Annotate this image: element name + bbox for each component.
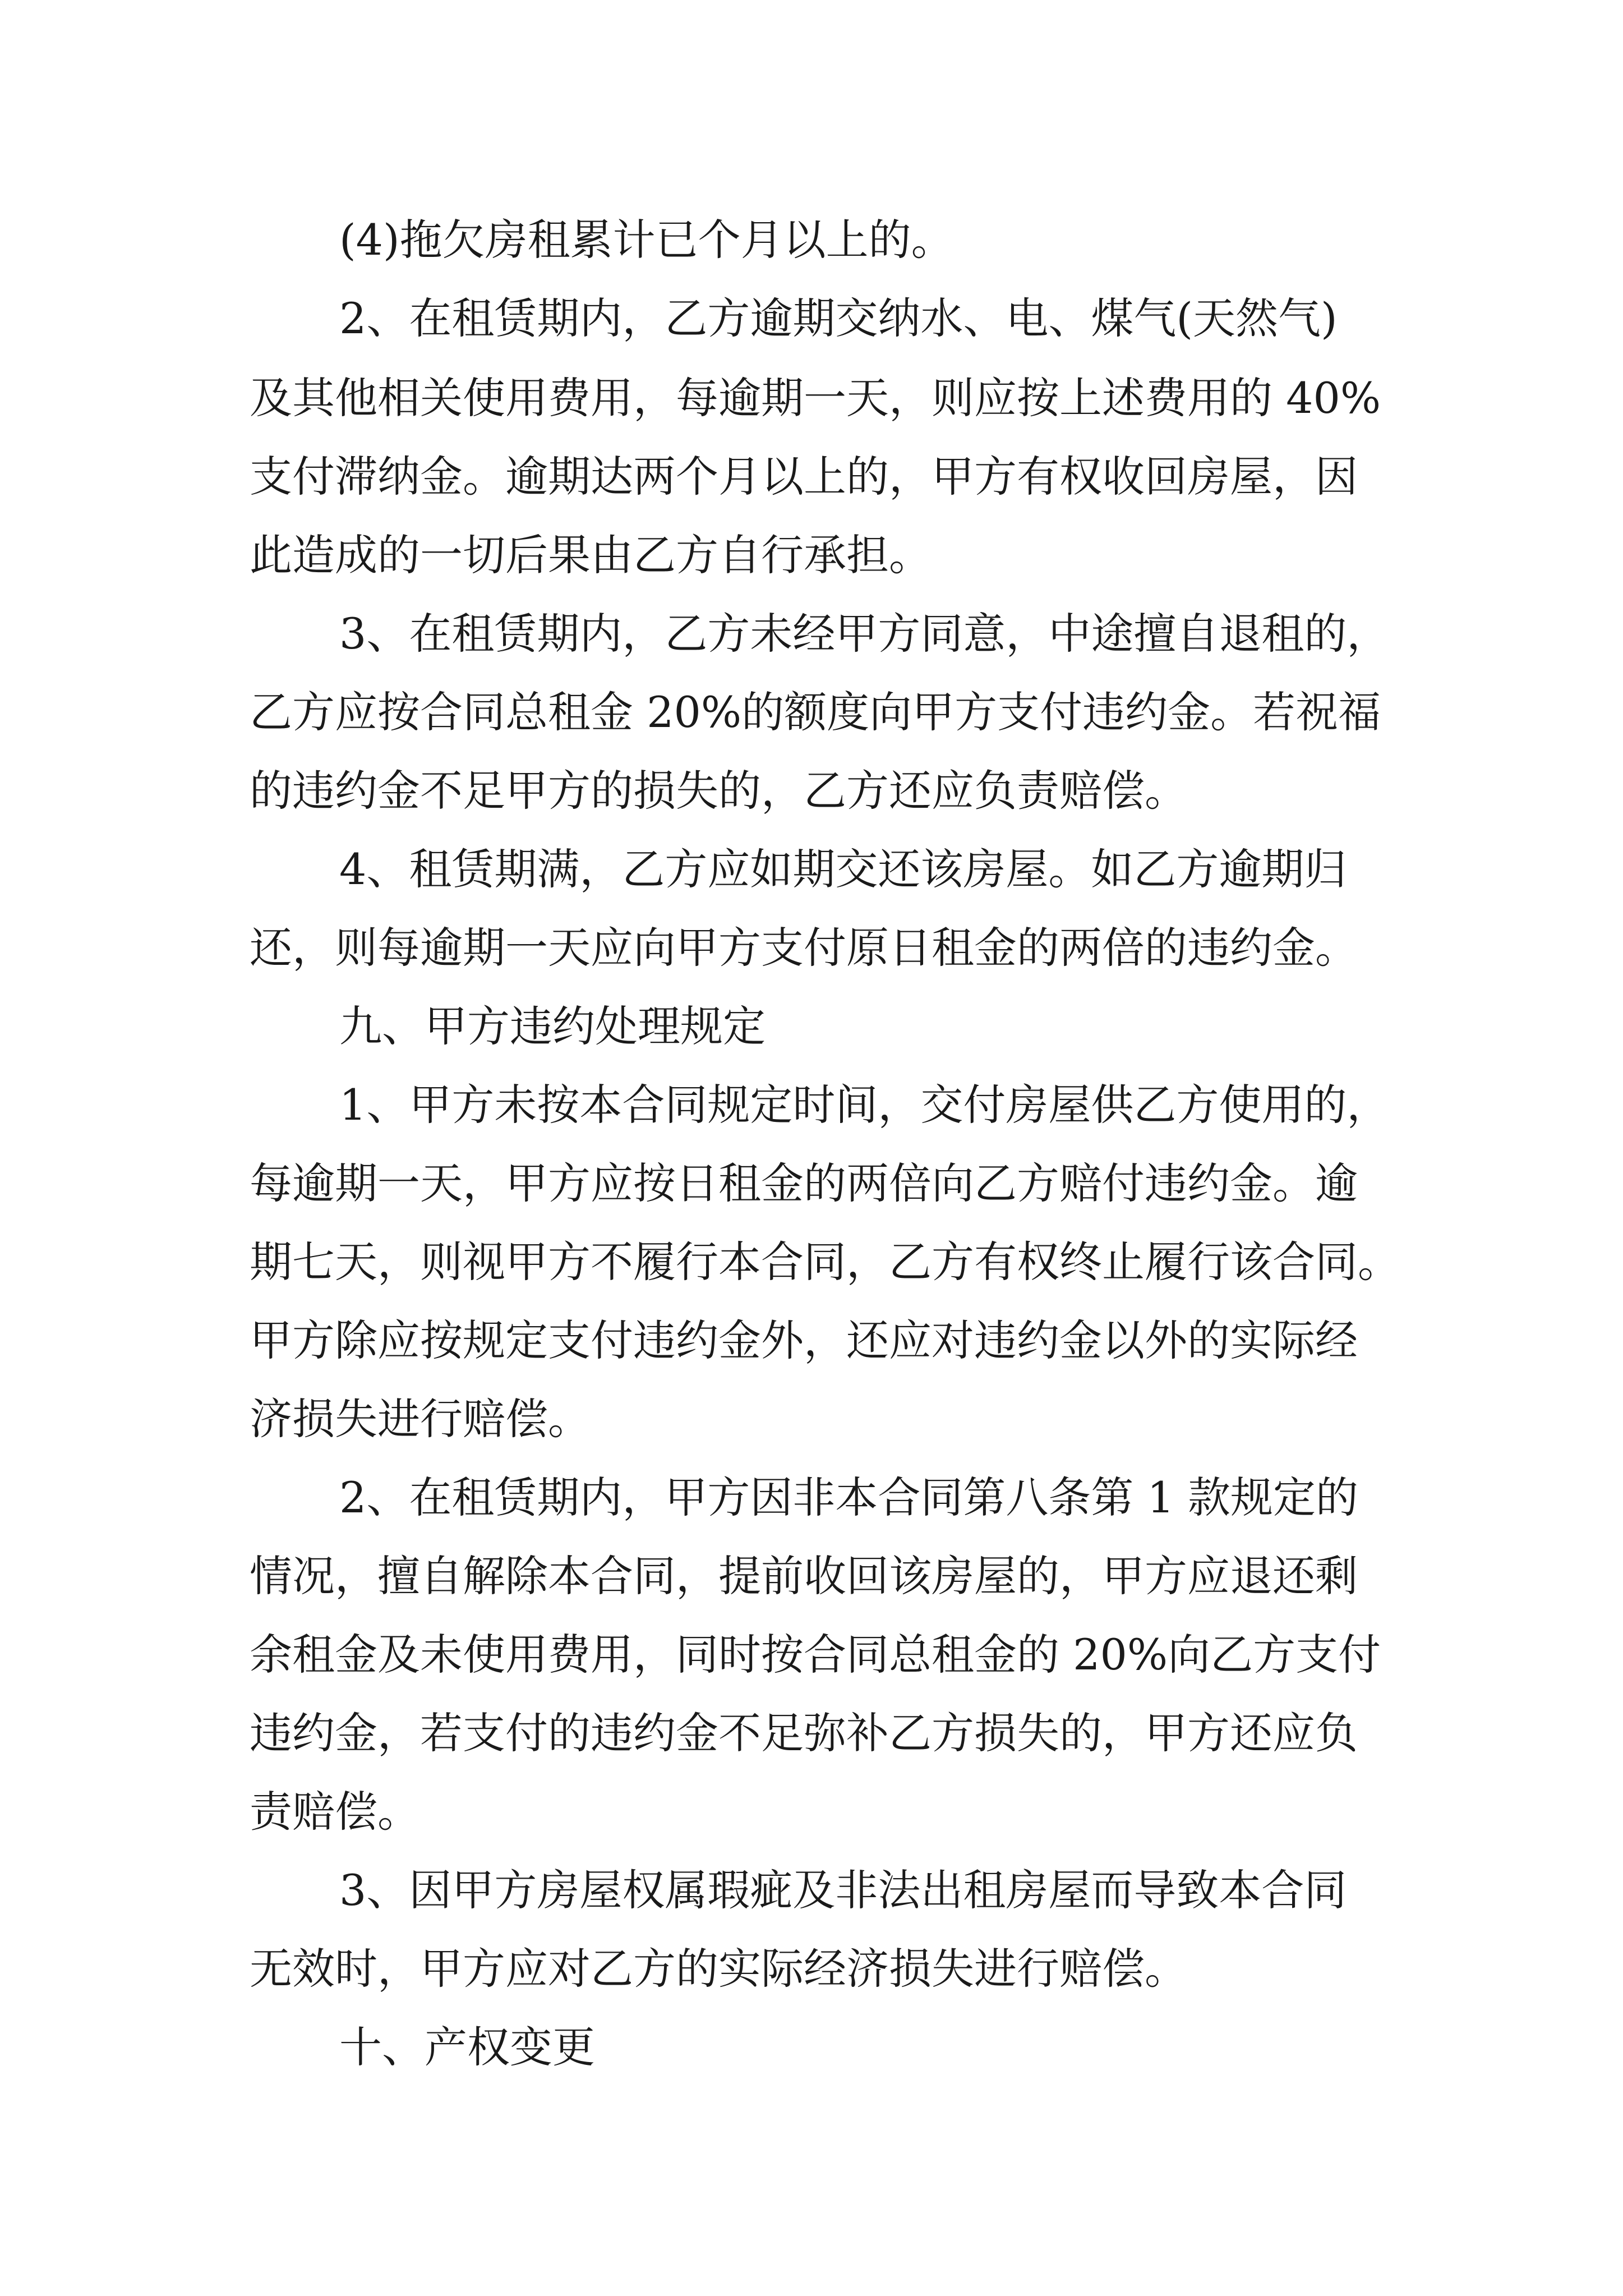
text-line: 2、在租赁期内，甲方因非本合同第八条第 1 款规定的 <box>339 1473 1359 1522</box>
text-line: 1、甲方未按本合同规定时间，交付房屋供乙方使用的， <box>339 1080 1390 1130</box>
text-line: 无效时，甲方应对乙方的实际经济损失进行赔偿。 <box>250 1944 1187 1994</box>
text-line: 甲方除应按规定支付违约金外，还应对违约金以外的实际经 <box>250 1315 1358 1365</box>
text-line: 余租金及未使用费用，同时按合同总租金的 20%向乙方支付 <box>250 1630 1381 1680</box>
text-line: 期七天，则视甲方不履行本合同，乙方有权终止履行该合同。 <box>250 1237 1400 1287</box>
section-heading: 十、产权变更 <box>339 2022 595 2072</box>
text-line: 3、因甲方房屋权属瑕疵及非法出租房屋而导致本合同 <box>339 1865 1347 1915</box>
text-line: 的违约金不足甲方的损失的，乙方还应负责赔偿。 <box>250 766 1187 816</box>
text-line: 乙方应按合同总租金 20%的额度向甲方支付违约金。若祝福 <box>250 687 1381 737</box>
text-line: 责赔偿。 <box>250 1787 420 1837</box>
text-line: 2、在租赁期内，乙方逾期交纳水、电、煤气(天然气) <box>339 293 1338 343</box>
text-line: 情况，擅自解除本合同，提前收回该房屋的，甲方应退还剩 <box>250 1551 1358 1601</box>
section-heading: 九、甲方违约处理规定 <box>339 1001 766 1051</box>
text-line: 及其他相关使用费用，每逾期一天，则应按上述费用的 40% <box>250 373 1381 423</box>
text-line: 还，则每逾期一天应向甲方支付原日租金的两倍的违约金。 <box>250 923 1358 973</box>
text-line: 济损失进行赔偿。 <box>250 1394 591 1444</box>
text-line: 此造成的一切后果由乙方自行承担。 <box>250 530 932 580</box>
text-line: 3、在租赁期内，乙方未经甲方同意，中途擅自退租的， <box>339 609 1390 659</box>
text-line: 支付滞纳金。逾期达两个月以上的，甲方有权收回房屋，因 <box>250 452 1358 501</box>
text-line: 违约金，若支付的违约金不足弥补乙方损失的，甲方还应负 <box>250 1708 1358 1758</box>
text-line: (4)拖欠房租累计已个月以上的。 <box>339 215 954 265</box>
text-line: 4、租赁期满，乙方应如期交还该房屋。如乙方逾期归 <box>339 844 1347 894</box>
text-line: 每逾期一天，甲方应按日租金的两倍向乙方赔付违约金。逾 <box>250 1158 1358 1208</box>
